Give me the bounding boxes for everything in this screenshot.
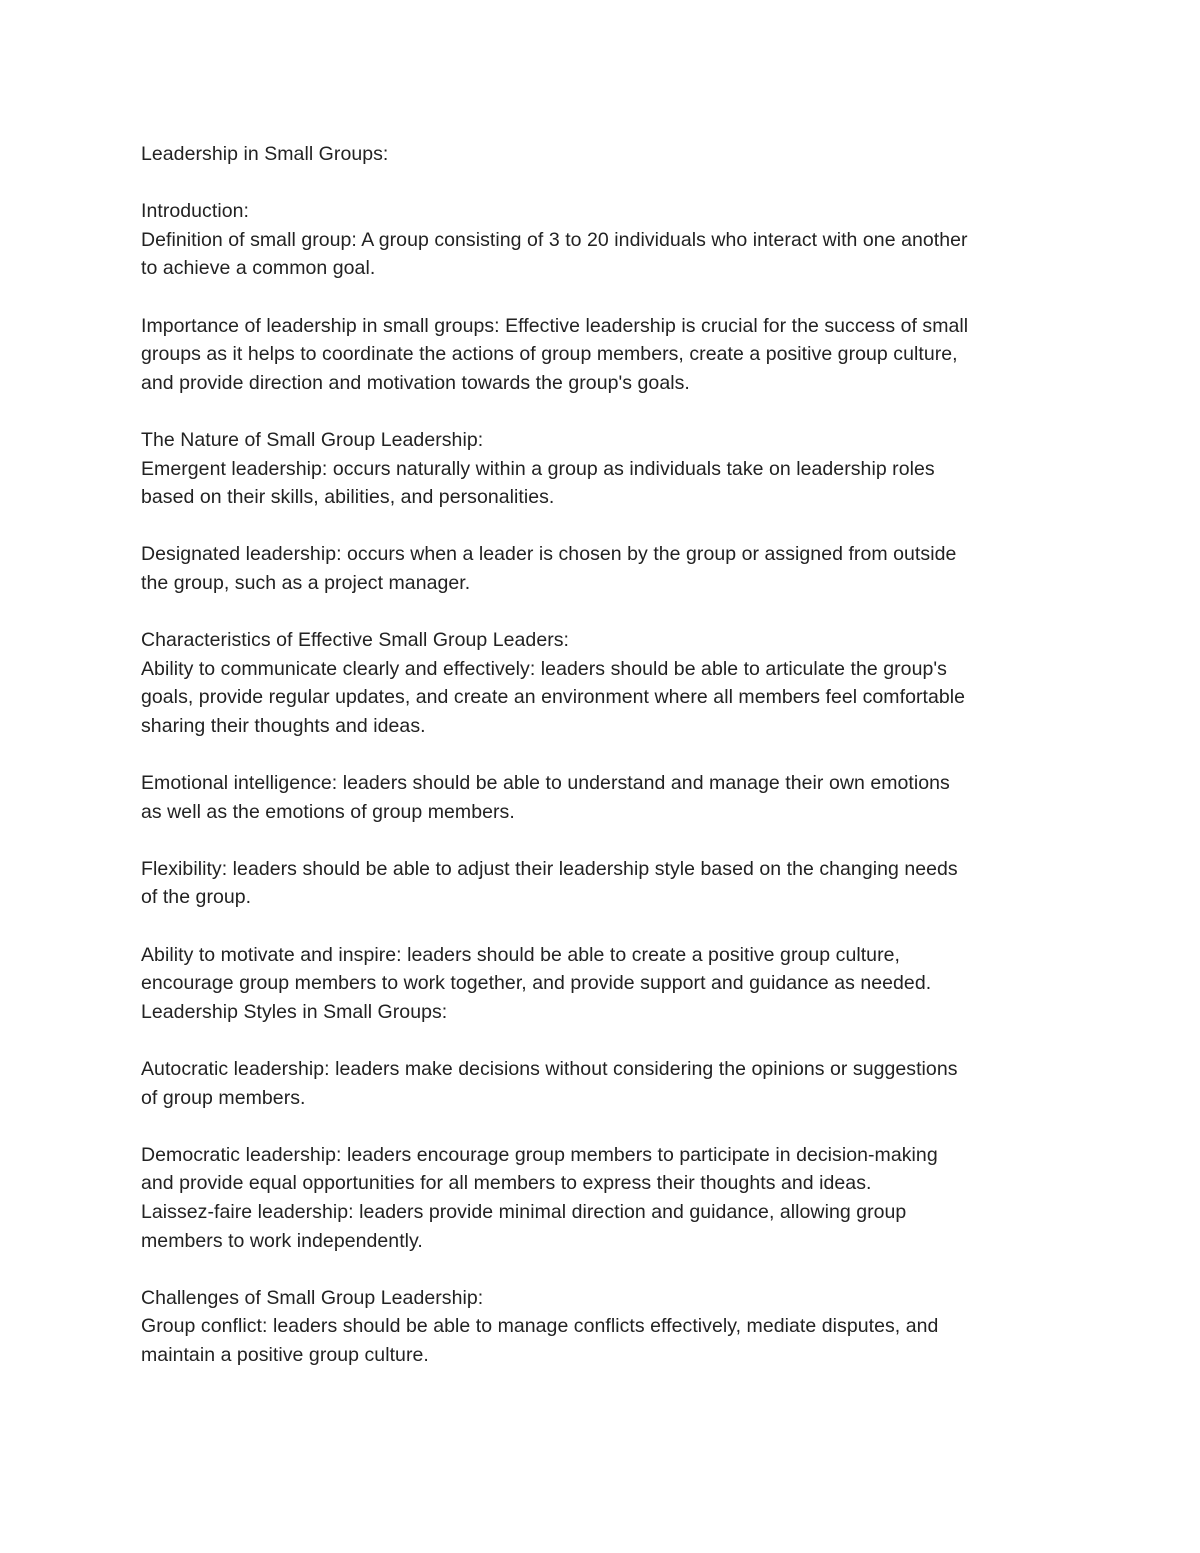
- section-heading-styles: Leadership Styles in Small Groups:: [141, 1000, 448, 1023]
- text-line: Emergent leadership: occurs naturally within a group as individuals take on leadership roles: [141, 457, 935, 480]
- text-line: encourage group members to work together, and provide support and guidance as needed.: [141, 972, 932, 995]
- blank-line: [141, 740, 1071, 769]
- text-line: members to work independently.: [141, 1229, 423, 1252]
- text-line: of group members.: [141, 1086, 306, 1109]
- text-line: Laissez-faire leadership: leaders provide minimal direction and guidance, allowing group: [141, 1200, 907, 1223]
- blank-line: [141, 397, 1071, 426]
- text-line: and provide direction and motivation towards the group's goals.: [141, 371, 690, 394]
- text-line: Ability to motivate and inspire: leaders should be able to create a positive group culture,: [141, 943, 900, 966]
- blank-line: [141, 512, 1071, 541]
- text-line: maintain a positive group culture.: [141, 1343, 429, 1366]
- section-heading-introduction: Introduction:: [141, 200, 249, 223]
- text-line: Definition of small group: A group consisting of 3 to 20 individuals who interact with one another: [141, 228, 968, 251]
- text-line: Importance of leadership in small groups: Effective leadership is crucial for the success of small: [141, 314, 969, 337]
- blank-line: [141, 1255, 1071, 1284]
- text-line: the group, such as a project manager.: [141, 571, 471, 594]
- text-line: Flexibility: leaders should be able to adjust their leadership style based on the changing needs: [141, 857, 958, 880]
- blank-line: [141, 912, 1071, 941]
- blank-line: [141, 598, 1071, 627]
- section-heading-characteristics: Characteristics of Effective Small Group Leaders:: [141, 629, 570, 652]
- text-line: as well as the emotions of group members.: [141, 800, 515, 823]
- text-line: goals, provide regular updates, and create an environment where all members feel comfortable: [141, 686, 966, 709]
- blank-line: [141, 1026, 1071, 1055]
- text-line: Ability to communicate clearly and effectively: leaders should be able to articulate the group's: [141, 657, 947, 680]
- document-title: Leadership in Small Groups:: [141, 143, 389, 165]
- document-body: [141, 140, 1071, 1370]
- text-line: based on their skills, abilities, and personalities.: [141, 486, 555, 509]
- text-line: sharing their thoughts and ideas.: [141, 714, 426, 737]
- text-line: and provide equal opportunities for all members to express their thoughts and ideas.: [141, 1172, 872, 1195]
- text-line: Emotional intelligence: leaders should be able to understand and manage their own emotions: [141, 772, 950, 795]
- section-heading-challenges: Challenges of Small Group Leadership:: [141, 1286, 484, 1309]
- blank-line: [141, 826, 1071, 855]
- text-line: groups as it helps to coordinate the actions of group members, create a positive group culture,: [141, 343, 958, 366]
- text-line: to achieve a common goal.: [141, 257, 376, 280]
- text-line: Democratic leadership: leaders encourage group members to participate in decision-making: [141, 1143, 938, 1166]
- text-line: of the group.: [141, 886, 252, 909]
- section-heading-nature: The Nature of Small Group Leadership:: [141, 428, 484, 451]
- blank-line: [141, 169, 1071, 198]
- blank-line: [141, 283, 1071, 312]
- text-line: Group conflict: leaders should be able to manage conflicts effectively, mediate disputes, and: [141, 1315, 939, 1338]
- text-line: Designated leadership: occurs when a leader is chosen by the group or assigned from outside: [141, 543, 957, 566]
- blank-line: [141, 1112, 1071, 1141]
- text-line: Autocratic leadership: leaders make decisions without considering the opinions or suggestions: [141, 1058, 958, 1080]
